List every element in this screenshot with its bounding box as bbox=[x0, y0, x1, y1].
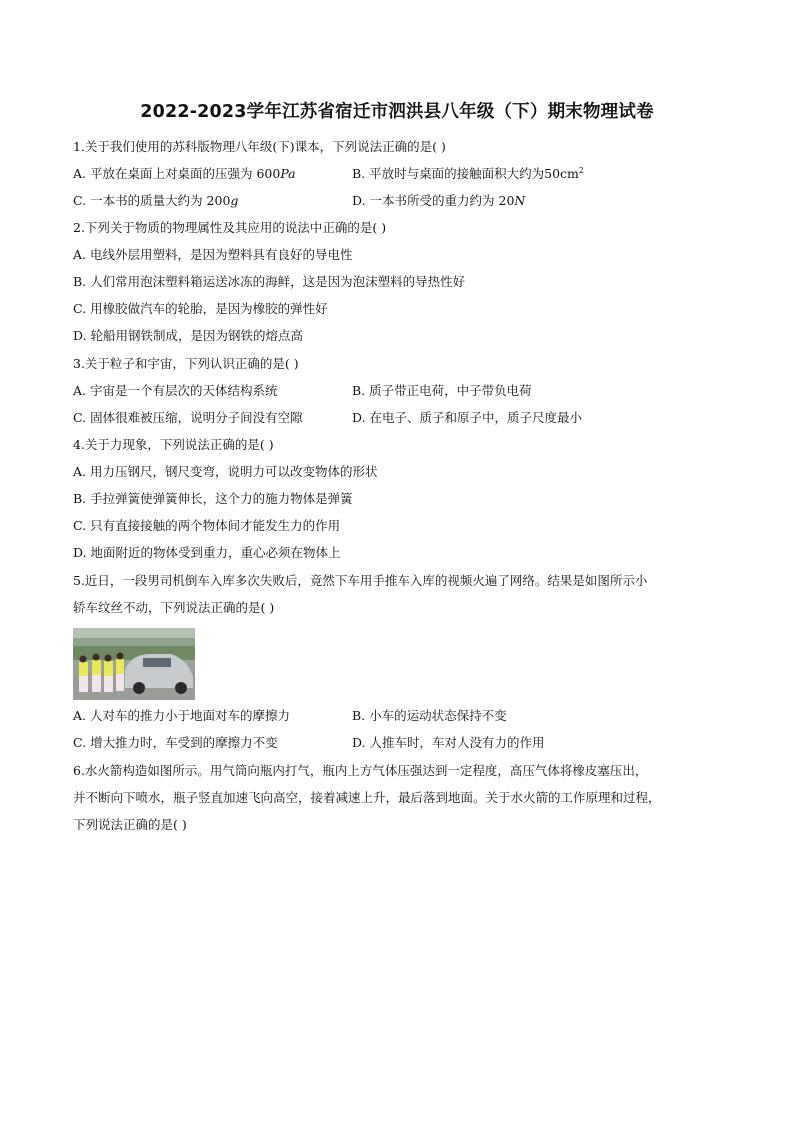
question-3-option-a: A. 宇宙是一个有层次的天体结构系统 bbox=[73, 383, 278, 398]
question-1-option-d: D. 一本书所受的重力约为 20N bbox=[352, 193, 526, 208]
question-1-option-b: B. 平放时与桌面的接触面积大约为$50cm^2$ bbox=[352, 165, 584, 181]
question-5-option-a: A. 人对车的推力小于地面对车的摩擦力 bbox=[73, 708, 290, 723]
question-5-stem-line-2: 轿车纹丝不动，下列说法正确的是( ) bbox=[73, 600, 275, 615]
question-2-option-c: C. 用橡胶做汽车的轮胎，是因为橡胶的弹性好 bbox=[73, 301, 328, 316]
question-2-option-d: D. 轮船用钢铁制成，是因为钢铁的熔点高 bbox=[73, 328, 304, 343]
question-5-option-c: C. 增大推力时，车受到的摩擦力不变 bbox=[73, 735, 278, 750]
question-6-stem-line-3: 下列说法正确的是( ) bbox=[73, 817, 187, 832]
question-5-option-d: D. 人推车时，车对人没有力的作用 bbox=[352, 735, 545, 750]
question-4-option-c: C. 只有直接接触的两个物体间才能发生力的作用 bbox=[73, 518, 341, 533]
question-2-option-a: A. 电线外层用塑料，是因为塑料具有良好的导电性 bbox=[73, 247, 353, 262]
question-4-option-d: D. 地面附近的物体受到重力，重心必须在物体上 bbox=[73, 545, 341, 560]
question-6-stem-line-2: 并不断向下喷水，瓶子竖直加速飞向高空，接着减速上升，最后落到地面。关于水火箭的工作原理和过程， bbox=[73, 790, 661, 805]
question-5-option-b: B. 小车的运动状态保持不变 bbox=[352, 708, 507, 723]
question-2-option-b: B. 人们常用泡沫塑料箱运送冰冻的海鲜，这是因为泡沫塑料的导热性好 bbox=[73, 274, 466, 289]
question-1-option-a: A. 平放在桌面上对桌面的压强为 600Pa bbox=[73, 166, 296, 181]
question-3-option-c: C. 固体很难被压缩，说明分子间没有空隙 bbox=[73, 410, 303, 425]
question-4-stem: 4.关于力现象，下列说法正确的是( ) bbox=[73, 437, 274, 452]
question-5-stem-line-1: 5.近日，一段男司机倒车入库多次失败后，竟然下车用手推车入库的视频火遍了网络。结果是如图所示小 bbox=[73, 573, 648, 588]
question-1-option-c: C. 一本书的质量大约为 200g bbox=[73, 193, 239, 208]
question-1-stem: 1.关于我们使用的苏科版物理八年级(下)课本，下列说法正确的是( ) bbox=[73, 139, 446, 154]
question-4-option-a: A. 用力压钢尺，钢尺变弯，说明力可以改变物体的形状 bbox=[73, 464, 378, 479]
question-3-option-d: D. 在电子、质子和原子中，质子尺度最小 bbox=[352, 410, 583, 425]
question-5-photo bbox=[73, 628, 195, 700]
question-4-option-b: B. 手拉弹簧使弹簧伸长，这个力的施力物体是弹簧 bbox=[73, 491, 353, 506]
question-6-stem-line-1: 6.水火箭构造如图所示。用气筒向瓶内打气，瓶内上方气体压强达到一定程度，高压气体将橡皮塞压出， bbox=[73, 763, 648, 778]
question-3-option-b: B. 质子带正电荷，中子带负电荷 bbox=[352, 383, 532, 398]
question-2-stem: 2.下列关于物质的物理属性及其应用的说法中正确的是( ) bbox=[73, 220, 387, 235]
question-3-stem: 3.关于粒子和宇宙，下列认识正确的是( ) bbox=[73, 356, 299, 371]
exam-title: 2022-2023学年江苏省宿迁市泗洪县八年级（下）期末物理试卷 bbox=[140, 102, 654, 122]
